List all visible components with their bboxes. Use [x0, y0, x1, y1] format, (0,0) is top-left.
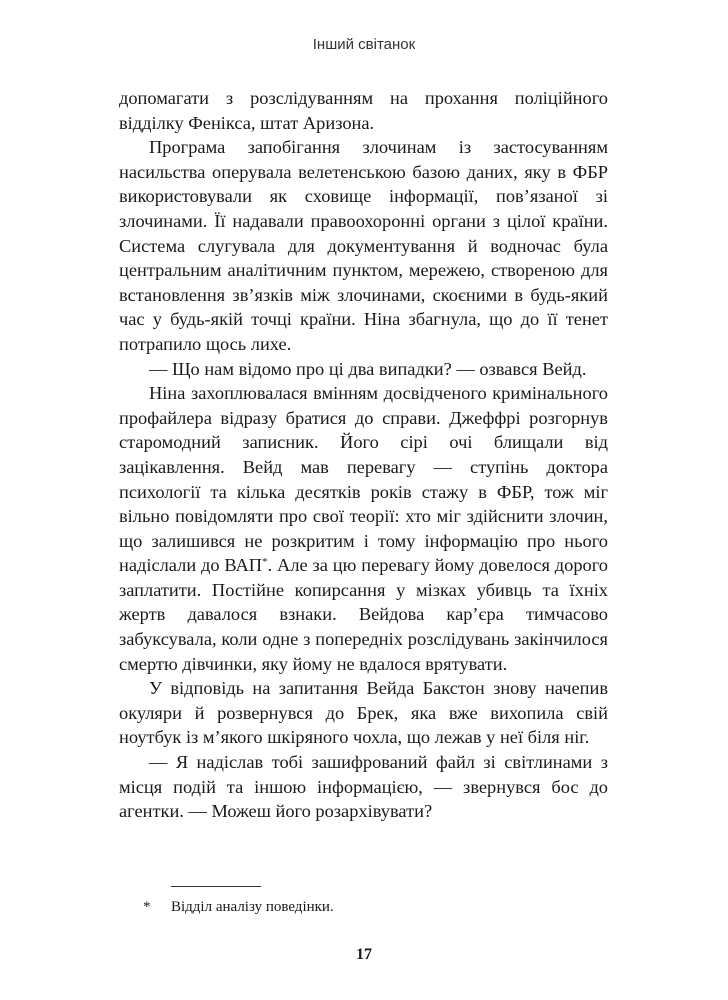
main-text [119, 86, 608, 824]
page-number: 17 [356, 946, 372, 963]
footnote-marker: * [143, 899, 151, 915]
paragraph: У відповідь на запитання Вейда Бакстон знову начепив окуляри й розвернувся до Брек, яка вже вихопила свій ноутбук із м’якого шкіряного чохла, що лежав у неї біля ніг. [119, 678, 608, 748]
footnote-reference: * [262, 556, 268, 569]
footnote-text: Відділ аналізу поведінки. [171, 899, 334, 915]
paragraph: Програма запобігання злочинам із застосуванням насильства оперувала велетенською базою даних, яку в ФБР використовували як сховище інформації, пов’язаної зі злочинами. Її надавали правоохоронні органи з цілої країни. Система слугувала для документування й водночас була центральним аналітичним пунктом, мережею, створеною для встановлення зв’язків між злочинами, скоєними в будь-який час у будь-якій точці країни. Ніна збагнула, що до її тенет потрапило щось лихе. [119, 137, 608, 354]
paragraph-text: Але за цю перевагу йому довелося дорого заплатити. Постійне копирсання у мізках убивць та їхніх жертв давалося взнаки. Вейдова кар’єра тимчасово забуксувала, коли одне з попередніх розслідувань закінчилося смертю дівчинки, яку йому не вдалося врятувати. [119, 555, 608, 674]
footnote-separator [171, 886, 261, 887]
paragraph-continuation: допомагати з розслідуванням на прохання поліційного відділку Фенікса, штат Аризона. [119, 88, 608, 133]
paragraph: Ніна захоплювалася вмінням досвідченого кримінального профайлера відразу братися до справи. Джеффрі розгорнув старомодний записник. Його сірі очі блищали від зацікавлення. Вейд мав перевагу — ступінь доктора психології та кілька десятків років стажу в ФБР, тож міг вільно повідомляти про свої теорії: хто міг здійснити злочин, що залишився не розкритим і тому інформацію про нього надіслали до ВАП*. Але за цю перевагу йому довелося дорого заплатити. Постійне копирсання у мізках убивць та їхніх жертв давалося взнаки. Вейдова кар’єра тимчасово забуксувала, коли одне з попередніх розслідувань закінчилося смертю дівчинки, яку йому не вдалося врятувати. [119, 383, 608, 674]
paragraph-dialogue: — Я надіслав тобі зашифрований файл зі світлинами з місця подій та іншою інформацією, — звернувся бос до агентки. — Можеш його розархівувати? [119, 752, 608, 822]
paragraph-dialogue: — Що нам відомо про ці два випадки? — озвався Вейд. [149, 358, 587, 379]
footnote [143, 897, 593, 917]
running-header: Інший світанок [312, 36, 416, 53]
paragraph-text: Ніна захоплювалася вмінням досвідченого кримінального профайлера відразу братися до справи. Джеффрі розгорнув старомодний записник. Його сірі очі блищали від зацікавлення. Вейд мав перевагу — ступінь доктора психології та кілька десятків років стажу в ФБР, тож міг вільно повідомляти про свої теорії: хто міг здійснити злочин, що залишився не розкритим і тому інформацію про нього надіслали до ВАП [119, 383, 608, 576]
